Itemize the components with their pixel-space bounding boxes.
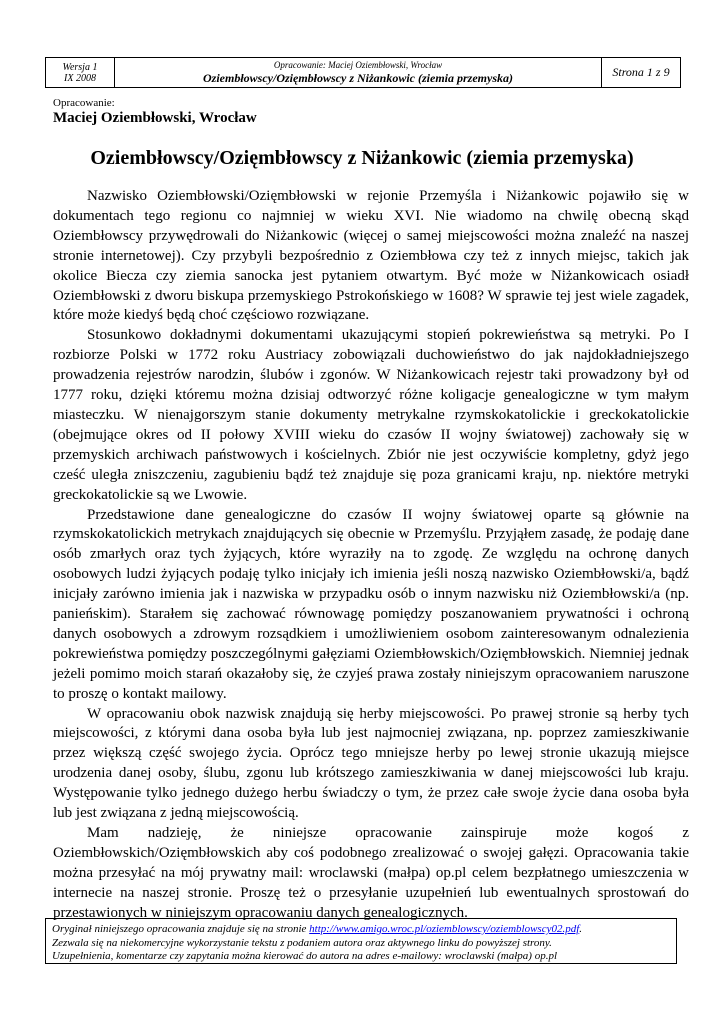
header-doc-title: Oziembłowscy/Ozięmbłowscy z Niżankowic (ziemia przemyska) [203, 71, 513, 85]
footer-source-suffix: . [579, 923, 583, 935]
footer-line-license: Zezwala się na niekomercyjne wykorzystanie tekstu z podaniem autora oraz aktywnego linku do powyższej strony. [52, 936, 552, 949]
footer-line-source [52, 923, 670, 937]
header-page-cell [602, 58, 680, 87]
header-version: Wersja 1 [62, 61, 98, 73]
paragraph-5: Mam nadzieję, że niniejsze opracowanie zainspiruje może kogoś z Oziembłowskich/Ozięmbłowskich aby coś podobnego zrealizować o swojej gałęzi. Opracowania takie można przesyłać na mój prywatny mail: wroclawski (małpa) op.pl celem bezpłatnego umieszczenia w internecie na naszej stronie. Proszę też o przesyłanie uzupełnień lub ewentualnych sprostowań do przestawionych w niniejszym opracowaniu danych genealogicznych. [53, 825, 689, 921]
header-prepared [274, 60, 442, 71]
footer-source-prefix: Oryginał niniejszego opracowania znajduje się na stronie [52, 923, 310, 935]
footer-line-contact: Uzupełnienia, komentarze czy zapytania można kierować do autora na adres e-mailowy: wroclawski (małpa) op.pl [52, 950, 558, 962]
header-date: IX 2008 [64, 72, 96, 84]
header-title-cell [115, 58, 602, 87]
header-prepared-author: Maciej Oziembłowski, Wrocław [328, 60, 443, 70]
header-version-cell [46, 58, 115, 87]
header-prepared-prefix: Opracowanie: [273, 60, 329, 70]
prepared-name: Maciej Oziembłowski, Wrocław [53, 110, 257, 126]
paragraph-4: W opracowaniu obok nazwisk znajdują się herby miejscowości. Po prawej stronie są herby tych miejscowości, z którymi dana osoba była lub jest najmocniej związana, np. poprzez zamieszkiwanie przez większą część swojego życia. Oprócz tego mniejsze herby po lewej stronie ukazują miejsce urodzenia danej osoby, ślubu, zgonu lub krótszego zamieszkiwania w danej miejscowości lub kraju. Występowanie tylko jednego dużego herbu świadczy o tym, że przez całe swoje życie dana osoba była lub jest związana z jedną miejscowością. [53, 705, 689, 822]
footer-source-link[interactable]: http://www.amigo.wroc.pl/oziemblowscy/oziemblowscy02.pdf [309, 923, 580, 935]
prepared-label: Opracowanie: [53, 97, 115, 109]
paragraph-1: Nazwisko Oziembłowski/Ozięmbłowski w rejonie Przemyśla i Niżankowic pojawiło się w dokumentach tego regionu co najmniej w wieku XVI. Nie wiadomo na chwilę obecną skąd Oziembłowscy przywędrowali do Niżankowic (więcej o samej miejscowości można znaleźć na naszej stronie internetowej). Czy przybyli bezpośrednio z Oziembłowa czy też z innych miejsc, takich jak okolice Biecza czy ziemia sanocka jest pytaniem otwartym. Być może w Niżankowicach osiadł Oziembłowski z dworu biskupa przemyskiego Pstrokońskiego w 1608? W sprawie tej jest wiele zagadek, które może kiedyś będą choć częściowo rozwiązane. [53, 188, 689, 324]
document-body [53, 187, 689, 924]
header-page-number: Strona 1 z 9 [612, 65, 670, 79]
paragraph-3: Przedstawione dane genealogiczne do czasów II wojny światowej oparte są głównie na rzymskokatolickich metrykach znajdujących się obecnie w Przemyślu. Przyjąłem zasadę, że podaję dane osób zmarłych oraz tych żyjących, które wyraziły na to zgodę. Ze względu na ochronę danych osobowych ludzi żyjących podaję tylko inicjały ich imienia jeśli noszą nazwisko Oziembłowski/a, bądź inicjały zarówno imienia jak i nazwiska w przypadku osób o innym nazwisku niż Oziembłowski/a (np. panieńskim). Starałem się zachować równowagę pomiędzy poszanowaniem prywatności i ochroną danych osobowych a zdrowym rozsądkiem i umożliwieniem osobom zainteresowanym odnalezienia pokrewieństwa pomiędzy poszczególnymi gałęziami Oziembłowskich/Ozięmbłowskich. Niemniej jednak jeżeli pomimo moich starań okazałoby się, że czyjeś prawa zostały niniejszym opracowaniem naruszone to proszę o kontakt mailowy. [53, 506, 689, 702]
document-title: Oziembłowscy/Ozięmbłowscy z Niżankowic (ziemia przemyska) [90, 147, 634, 169]
page-header [45, 57, 681, 88]
page-footer [45, 918, 677, 964]
paragraph-2: Stosunkowo dokładnymi dokumentami ukazującymi stopień pokrewieństwa są metryki. Po I rozbiorze Polski w 1772 roku Austriacy zobowiązali duchowieństwo do jak najdokładniejszego prowadzenia rejestrów narodzin, ślubów i zgonów. W Niżankowicach rejestr taki prowadzony był od 1777 roku, dzięki któremu można dzisiaj odtworzyć różne koligacje genealogiczne w tym małym miasteczku. W nienajgorszym stanie dokumenty metrykalne rzymskokatolickie i greckokatolickie (obejmujące okres od II połowy XVIII wieku do czasów II wojny światowej) zachowały się w przemyskich archiwach państwowych i kościelnych. Zbiór nie jest oczywiście kompletny, gdyż jego cześć uległa zniszczeniu, zagubieniu bądź też znajduje się poza granicami kraju, np. niektóre metryki greckokatolickie są we Lwowie. [53, 327, 689, 503]
